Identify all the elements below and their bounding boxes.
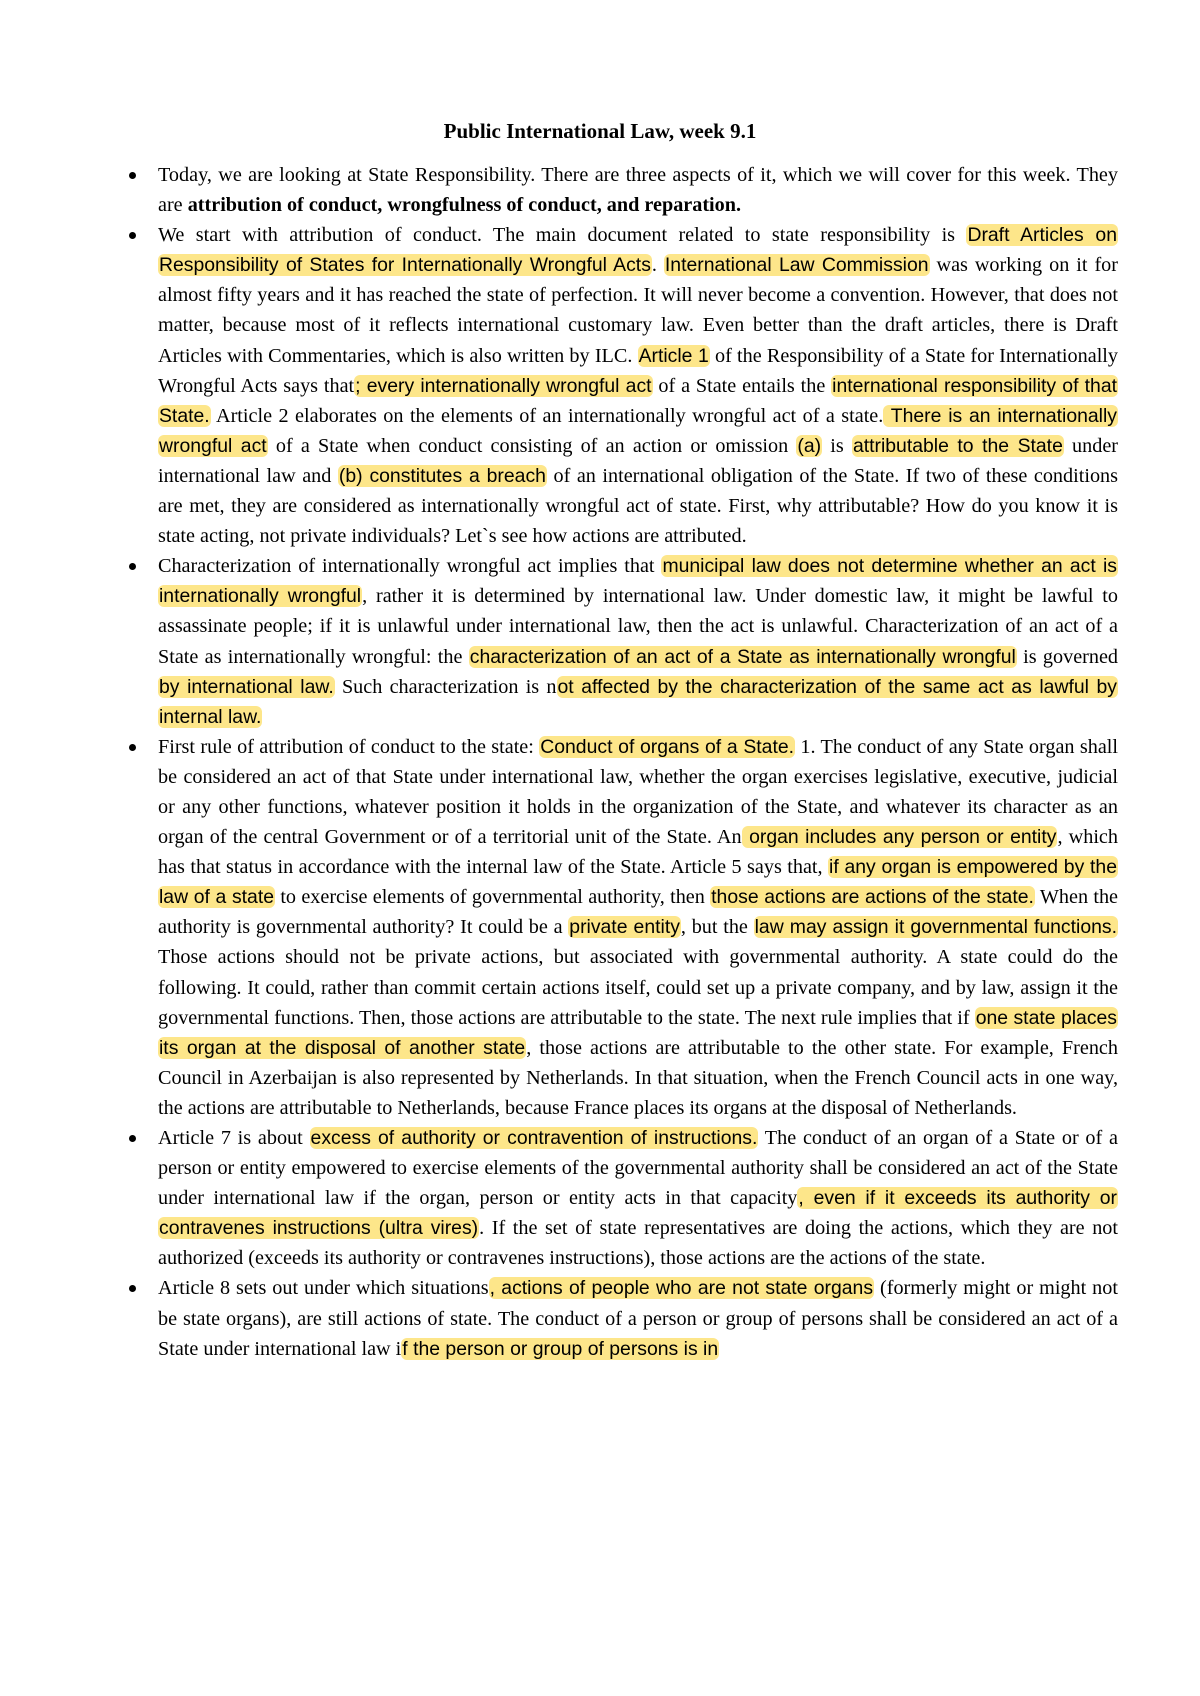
body-text: is governed [1016,645,1119,668]
highlighted-text: (b) constitutes a breach [338,464,546,487]
body-text: First rule of attribution of conduct to the state: [158,735,540,758]
highlighted-text: characterization of an act of a State as internationally wrongful [469,645,1016,668]
body-text: under international law and [158,434,1119,487]
bullet-list [158,160,1118,1364]
body-text: Article 7 is about [158,1127,310,1149]
highlighted-text: Draft Articles on Responsibility of States for Internationally Wrongful Acts [159,224,1117,277]
bullet-item [158,1273,1118,1363]
document-title: Public International Law, week 9.1 [443,119,757,143]
highlighted-text: by international law. [159,675,334,698]
bullet-item [158,732,1118,1123]
bullet-item [158,1123,1118,1273]
highlighted-text: Article 1 [638,344,709,367]
body-text: was working on it for almost fifty years and it has reached the state of perfection. It will never become a convention. However, that does not matter, because most of it reflects international customary law. Even better than the draft articles, there is Draft Articles with Commentaries, which is also written by ILC. [158,254,1119,367]
highlighted-text: ; every internationally wrongful act [355,374,652,397]
body-text: (formerly might or might not be state organs), are still actions of state. The conduct of a person or group of persons shall be considered an act of a State under international law i [158,1277,1118,1360]
bullet-item [158,220,1118,551]
document-body [158,160,1118,1364]
body-text: Such characterization is n [334,675,557,698]
highlighted-text: f the person or group of persons is in [402,1337,719,1360]
body-text: When the authority is governmental authority? It could be a [158,886,1119,939]
body-text: Characterization of internationally wrongful act implies that [158,555,662,578]
highlighted-text: organ includes any person or entity [742,826,1057,849]
body-text: , but the [680,916,754,939]
bullet-item [158,551,1118,732]
body-text: Those actions should not be private actions, but associated with governmental authority. A state could do the following. It could, rather than commit certain actions itself, could set up a private company, and by law, assign it the governmental functions. Then, those actions are attributable to the state. The next rule implies that if [158,946,1118,1029]
highlighted-text: international responsibility of that State. [159,374,1117,427]
body-text: of a State when conduct consisting of an action or omission [267,434,797,457]
body-text: Today, we are looking at State Responsibility. There are three aspects of it, which we will cover for this week. They are [158,164,1118,217]
highlighted-text: excess of authority or contravention of instructions. [310,1127,758,1149]
highlighted-text: ot affected by the characterization of the same act as lawful by internal law. [159,675,1117,728]
bullet-item [158,160,1118,220]
body-text: is [822,434,852,457]
body-text: , which has that status in accordance with the internal law of the State. Article 5 says that, [158,826,1118,879]
body-text: . If the set of state representatives are doing the actions, which they are not authorized (exceeds its authority or contravenes instructions), those actions are the actions of the state. [158,1217,1118,1270]
body-text: Article 8 sets out under which situations [158,1277,489,1300]
highlighted-text: private entity [569,916,680,939]
highlighted-text: International Law Commission [664,254,929,277]
highlighted-text: law may assign it governmental functions. [754,916,1117,939]
body-text: of an international obligation of the State. If two of these conditions are met, they are considered as internationally wrongful act of state. First, why attributable? How do you know it is state acting, not private individuals? Let`s see how actions are attributed. [158,464,1118,548]
body-text: We start with attribution of conduct. The main document related to state responsibility is [158,224,967,247]
highlighted-text: attributable to the State [852,434,1063,457]
highlighted-text: if any organ is empowered by the law of a state [159,856,1117,909]
body-text: The conduct of an organ of a State or of a person or entity empowered to exercise elements of the governmental authority shall be considered an act of the State under international law if the organ, person or entity acts in that capacity [158,1127,1118,1210]
body-text: of a State entails the [652,374,832,397]
highlighted-text: municipal law does not determine whether an act is internationally wrongful [159,555,1117,608]
body-text: to exercise elements of governmental authority, then [275,886,711,909]
body-text: , those actions are attributable to the other state. For example, French Council in Azerbaijan is also represented by Netherlands. In that situation, when the French Council acts in one way, the actions are attributable to Netherlands, because France places its organs at the disposal of Netherlands. [158,1036,1118,1119]
body-text: . [651,254,664,277]
highlighted-text: (a) [797,434,822,457]
highlighted-text: There is an internationally wrongful act [159,404,1117,457]
highlighted-text: Conduct of organs of a State. [540,735,795,758]
body-text: 1. The conduct of any State organ shall be considered an act of that State under international law, whether the organ exercises legislative, executive, judicial or any other functions, whatever position it holds in the organization of the State, and whatever its character as an organ of the central Government or of a territorial unit of the State. An [158,735,1119,849]
body-text: Article 2 elaborates on the elements of an internationally wrongful act of a state. [210,404,884,427]
highlighted-text: those actions are actions of the state. [711,886,1034,909]
highlighted-text: one state places its organ at the disposal of another state [159,1006,1117,1059]
highlighted-text: , actions of people who are not state organs [489,1277,874,1300]
bold-text: attribution of conduct, wrongfulness of conduct, and reparation. [187,194,742,217]
body-text: , rather it is determined by international law. Under domestic law, it might be lawful to assassinate people; if it is unlawful under international law, then the act is unlawful. Characterization of an act of a State as internationally wrongful: the [158,585,1118,668]
highlighted-text: , even if it exceeds its authority or contravenes instructions (ultra vires) [159,1187,1117,1240]
body-text: of the Responsibility of a State for Internationally Wrongful Acts says that [158,344,1119,397]
